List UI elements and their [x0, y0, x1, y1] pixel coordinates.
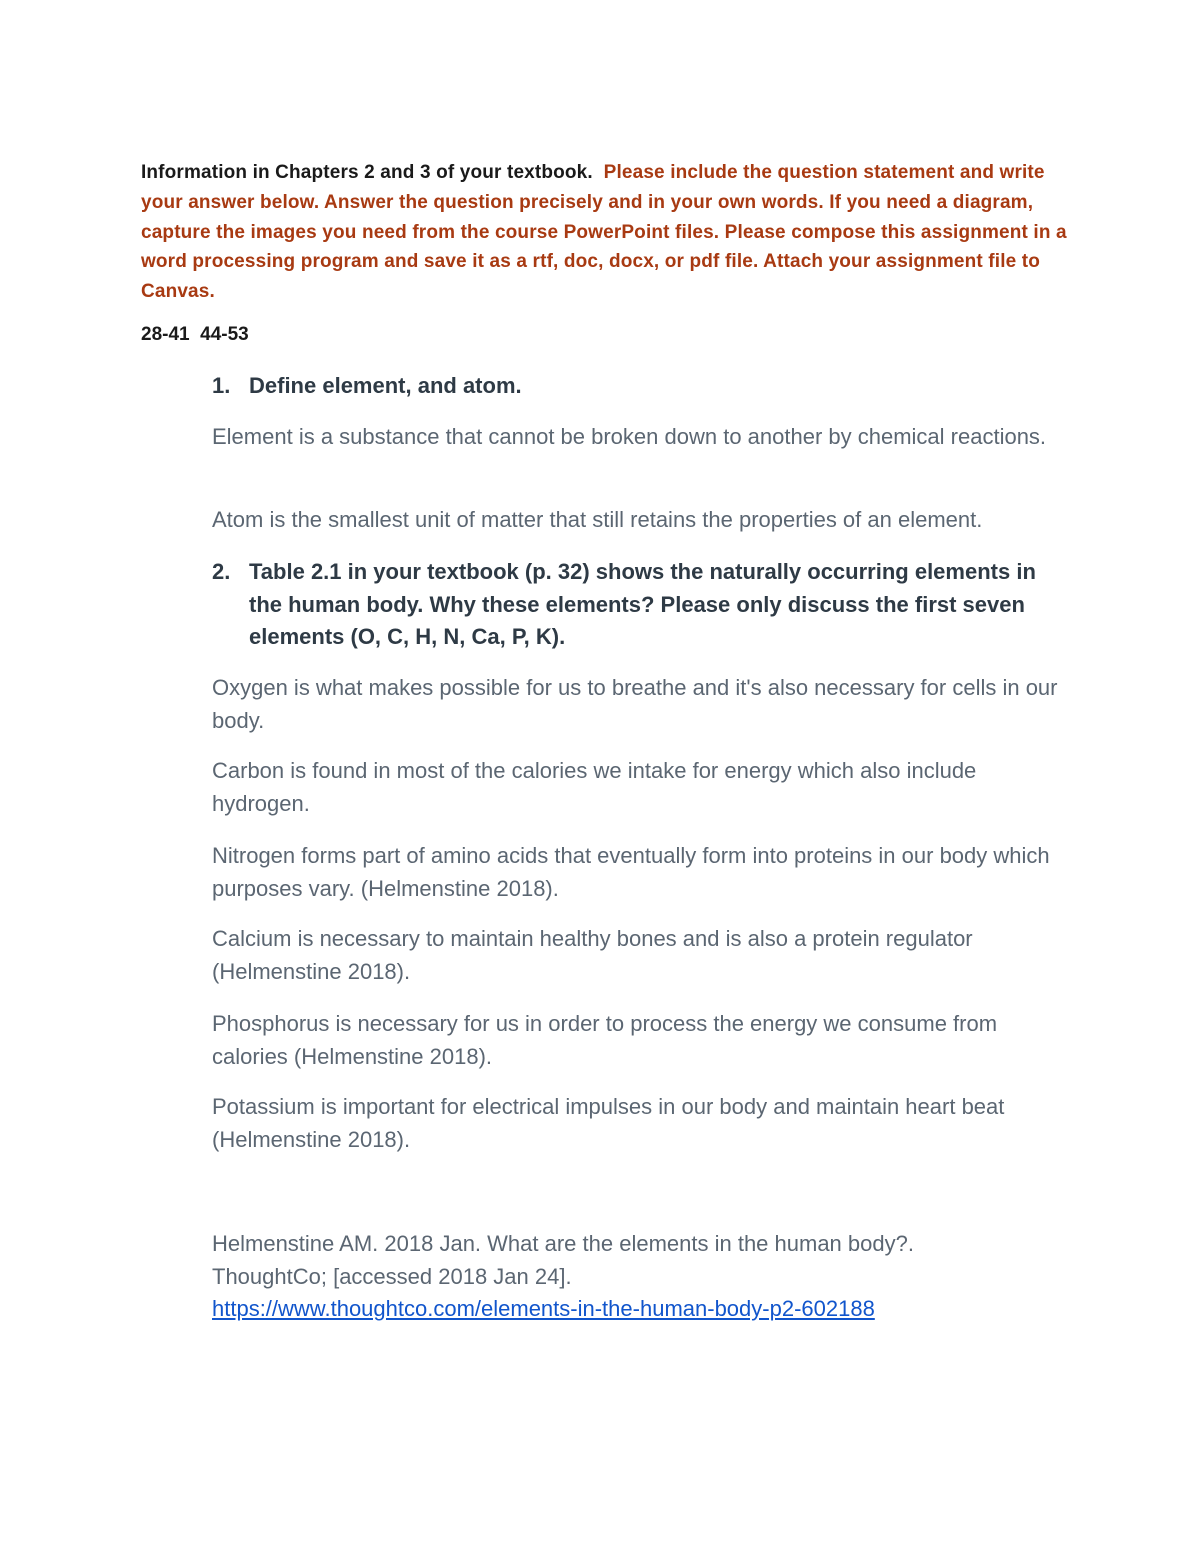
answer-paragraph: Element is a substance that cannot be broken down to another by chemical reactions. [212, 424, 1047, 449]
reference-link[interactable]: https://www.thoughtco.com/elements-in-the-human-body-p2-602188 [212, 1296, 875, 1321]
page-range: 28-41 44-53 [141, 324, 249, 345]
question-number: 2. [212, 559, 231, 584]
answer-paragraph: Atom is the smallest unit of matter that still retains the properties of an element. [212, 507, 983, 532]
question-text: Define element, and atom. [249, 373, 522, 398]
reference-block [212, 1228, 1072, 1326]
assignment-instructions [141, 158, 1071, 307]
instructions-requirements: Please include the question statement and write your answer below. Answer the question precisely and in your own words. If you need a diagram, capture the images you need from the course PowerPoint files. Please compose this assignment in a word processing program and save it as a rtf, doc, docx, or pdf file. Attach your assignment file to Canvas. [141, 162, 1067, 303]
answer-paragraph: Calcium is necessary to maintain healthy bones and is also a protein regulator (Helmenstine 2018). [212, 926, 973, 984]
question-number: 1. [212, 373, 231, 398]
question-2 [212, 556, 1072, 654]
instructions-intro: Information in Chapters 2 and 3 of your textbook. [141, 162, 593, 183]
citation-line: Helmenstine AM. 2018 Jan. What are the elements in the human body?. [212, 1231, 914, 1256]
citation-line: ThoughtCo; [accessed 2018 Jan 24]. [212, 1263, 572, 1289]
question-text: Table 2.1 in your textbook (p. 32) shows the naturally occurring elements in the human body. Why these elements? Please only discuss the first seven elements (O, C, H, N, Ca, P, K). [249, 559, 1036, 649]
answer-paragraph: Nitrogen forms part of amino acids that eventually form into proteins in our body which purposes vary. (Helmenstine 2018). [212, 843, 1050, 901]
question-1 [212, 370, 1072, 403]
answer-paragraph: Potassium is important for electrical impulses in our body and maintain heart beat (Helmenstine 2018). [212, 1094, 1005, 1152]
answer-paragraph: Carbon is found in most of the calories we intake for energy which also include hydrogen. [212, 758, 977, 816]
answer-paragraph: Oxygen is what makes possible for us to breathe and it's also necessary for cells in our body. [212, 675, 1058, 733]
answer-paragraph: Phosphorus is necessary for us in order to process the energy we consume from calories (Helmenstine 2018). [212, 1011, 998, 1069]
